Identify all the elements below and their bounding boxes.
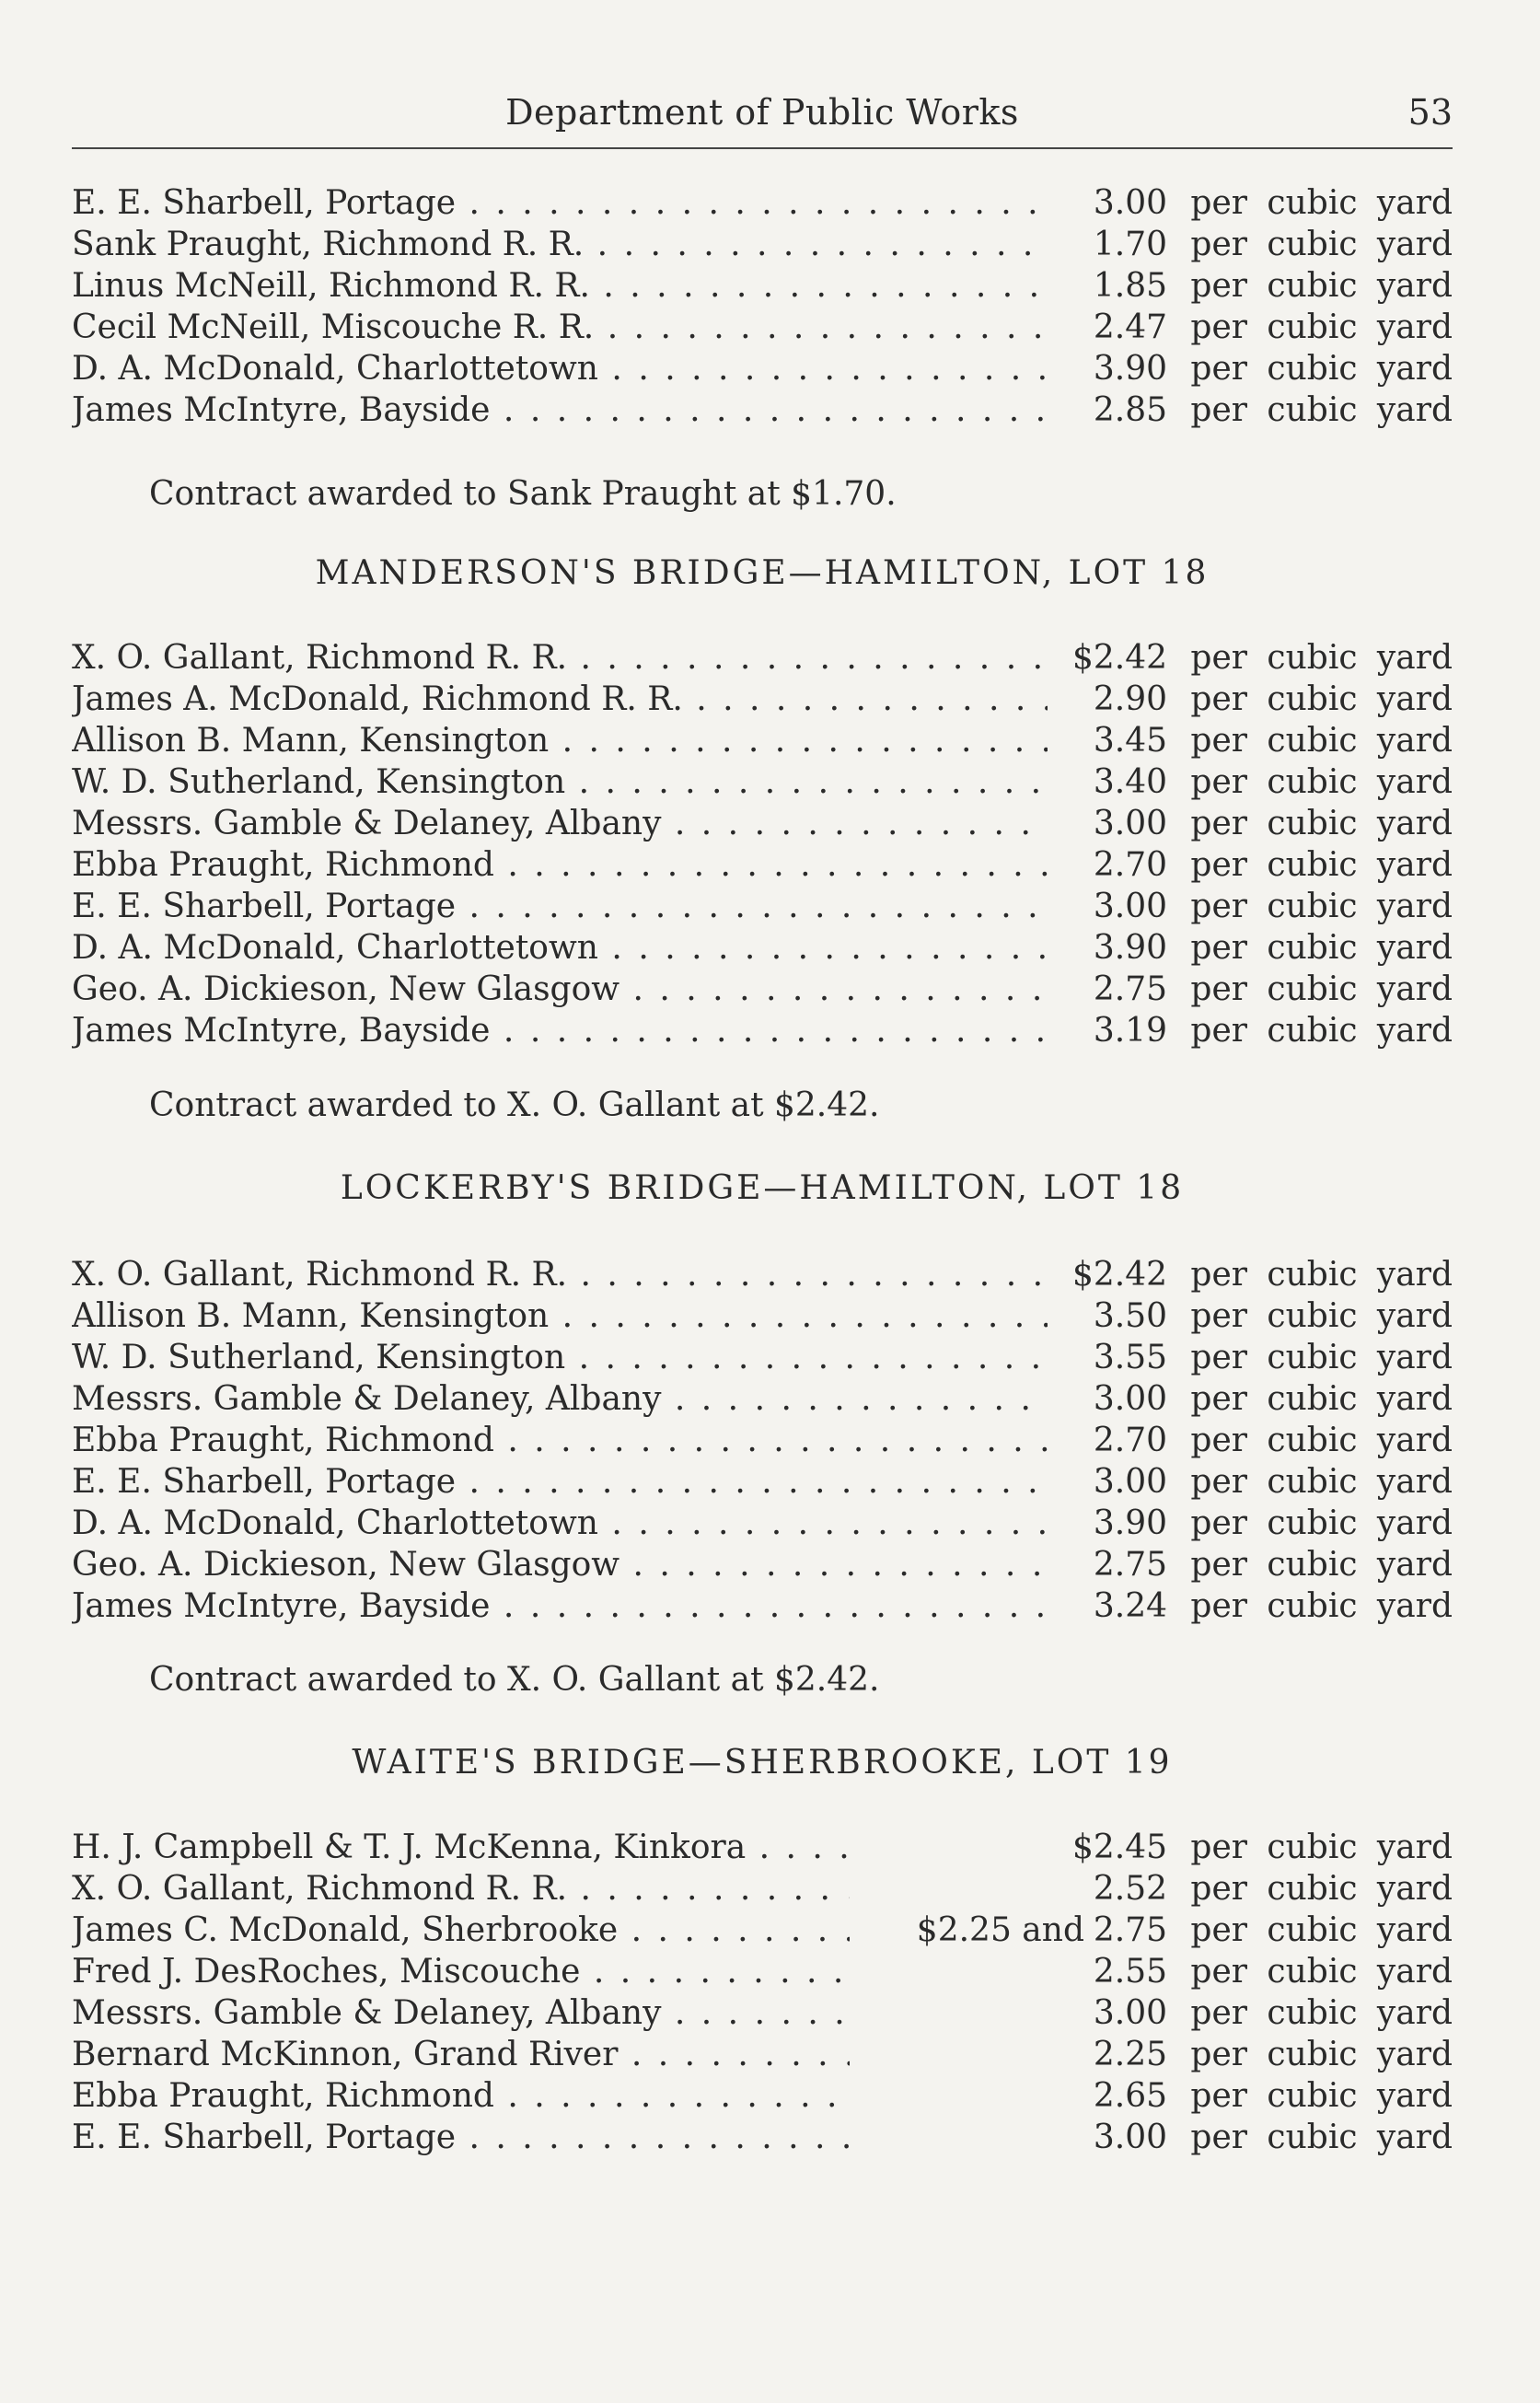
tender-price: 1.70	[1093, 226, 1167, 263]
tender-name: X. O. Gallant, Richmond R. R. . . .	[72, 1254, 1048, 1295]
tender-unit: per cubic yard	[1190, 722, 1453, 760]
tender-price: 3.00	[1093, 805, 1167, 842]
tender-row	[72, 679, 1453, 720]
tender-price: 3.50	[1093, 1297, 1167, 1335]
tender-unit: per cubic yard	[1190, 1339, 1453, 1376]
tender-row	[72, 844, 1453, 886]
tender-unit: per cubic yard	[1190, 805, 1453, 842]
tender-row	[72, 1503, 1453, 1544]
tender-price: $2.45	[1071, 1828, 1167, 1866]
tender-unit: per cubic yard	[1190, 763, 1453, 801]
tender-row	[72, 307, 1453, 348]
tender-unit: per cubic yard	[1190, 1911, 1453, 1949]
tender-unit: per cubic yard	[1190, 1422, 1453, 1459]
tender-price: 2.75	[1093, 1546, 1167, 1584]
tender-unit: per cubic yard	[1190, 1504, 1453, 1542]
tender-name: H. J. Campbell & T. J. McKenna, Kinkora . . .	[72, 1827, 850, 1868]
tender-row	[72, 761, 1453, 803]
tender-row	[72, 1585, 1453, 1627]
tender-name: Geo. A. Dickieson, New Glasgow . . .	[72, 1544, 1048, 1585]
section-title-mandersons-bridge: MANDERSON'S BRIDGE—HAMILTON, LOT 18	[315, 554, 1210, 592]
tender-row	[72, 1910, 1453, 1951]
tender-unit: per cubic yard	[1190, 1297, 1453, 1335]
tender-price: 2.52	[1093, 1870, 1167, 1908]
tender-name: X. O. Gallant, Richmond R. R. . . .	[72, 1868, 850, 1910]
tender-name: Ebba Praught, Richmond . . .	[72, 1420, 1048, 1461]
tender-price: 1.85	[1093, 267, 1167, 305]
tender-price: 3.00	[1093, 1994, 1167, 2032]
tender-name: Bernard McKinnon, Grand River . . .	[72, 2034, 850, 2075]
tender-unit: per cubic yard	[1190, 1828, 1453, 1866]
header-title: Department of Public Works	[505, 92, 1019, 133]
tender-row	[72, 969, 1453, 1010]
tender-unit: per cubic yard	[1190, 846, 1453, 884]
tender-name: E. E. Sharbell, Portage . . .	[72, 1461, 1048, 1503]
tender-row	[72, 224, 1453, 265]
tender-list-1	[72, 182, 1453, 431]
tender-name: D. A. McDonald, Charlottetown . . .	[72, 348, 1048, 389]
tender-unit: per cubic yard	[1190, 639, 1453, 677]
tender-name: Allison B. Mann, Kensington . . .	[72, 1295, 1048, 1337]
tender-row	[72, 2117, 1453, 2158]
tender-unit: per cubic yard	[1190, 184, 1453, 222]
section-title-lockerbys-bridge: LOCKERBY'S BRIDGE—HAMILTON, LOT 18	[340, 1169, 1185, 1207]
tender-row	[72, 720, 1453, 761]
tender-name: E. E. Sharbell, Portage . . .	[72, 886, 1048, 927]
tender-row	[72, 1461, 1453, 1503]
tender-name: James A. McDonald, Richmond R. R. . . .	[72, 679, 1048, 720]
tender-row	[72, 1544, 1453, 1585]
tender-name: Messrs. Gamble & Delaney, Albany . . .	[72, 803, 1048, 844]
tender-price: 3.90	[1093, 350, 1167, 388]
tender-row	[72, 1295, 1453, 1337]
tender-name: W. D. Sutherland, Kensington . . .	[72, 761, 1048, 803]
tender-name: James McIntyre, Bayside . . .	[72, 1585, 1048, 1627]
tender-list-lockerbys-bridge	[72, 1254, 1453, 1627]
tender-unit: per cubic yard	[1190, 226, 1453, 263]
tender-row	[72, 886, 1453, 927]
tender-row	[72, 1010, 1453, 1051]
tender-name: James McIntyre, Bayside . . .	[72, 1010, 1048, 1051]
tender-name: X. O. Gallant, Richmond R. R. . . .	[72, 637, 1048, 679]
header-rule	[72, 147, 1453, 149]
tender-price: $2.42	[1071, 1256, 1167, 1294]
tender-price: 2.90	[1093, 680, 1167, 718]
tender-price: 3.00	[1093, 888, 1167, 925]
tender-price: 2.65	[1093, 2077, 1167, 2115]
tender-unit: per cubic yard	[1190, 680, 1453, 718]
tender-unit: per cubic yard	[1190, 391, 1453, 429]
tender-price: 3.45	[1093, 722, 1167, 760]
tender-price: 3.00	[1093, 1380, 1167, 1418]
tender-unit: per cubic yard	[1190, 2036, 1453, 2073]
tender-price: 3.00	[1093, 2119, 1167, 2156]
tender-price: 2.47	[1093, 308, 1167, 346]
tender-list-waites-bridge	[72, 1827, 1453, 2158]
section-title-waites-bridge: WAITE'S BRIDGE—SHERBROOKE, LOT 19	[352, 1744, 1173, 1782]
tender-unit: per cubic yard	[1190, 1256, 1453, 1294]
tender-name: W. D. Sutherland, Kensington . . .	[72, 1337, 1048, 1378]
tender-price: 3.00	[1093, 184, 1167, 222]
tender-price: 2.75	[1093, 1911, 1167, 1949]
tender-row	[72, 265, 1453, 307]
tender-unit: per cubic yard	[1190, 1994, 1453, 2032]
tender-price: 2.55	[1093, 1953, 1167, 1991]
tender-price: 3.00	[1093, 1463, 1167, 1501]
tender-name: E. E. Sharbell, Portage . . .	[72, 2117, 850, 2158]
tender-row	[72, 2075, 1453, 2117]
tender-price: 2.25	[1093, 2036, 1167, 2073]
tender-price: 2.70	[1093, 846, 1167, 884]
tender-name: Messrs. Gamble & Delaney, Albany . . .	[72, 1992, 850, 2034]
tender-price: 3.40	[1093, 763, 1167, 801]
tender-unit: per cubic yard	[1190, 1012, 1453, 1050]
tender-price: 2.85	[1093, 391, 1167, 429]
tender-unit: per cubic yard	[1190, 1870, 1453, 1908]
tender-unit: per cubic yard	[1190, 350, 1453, 388]
tender-name: E. E. Sharbell, Portage . . .	[72, 182, 1048, 224]
tender-name: James C. McDonald, Sherbrooke . . .	[72, 1910, 850, 1951]
tender-name: Allison B. Mann, Kensington . . .	[72, 720, 1048, 761]
tender-name: Ebba Praught, Richmond . . .	[72, 844, 1048, 886]
tender-row	[72, 1951, 1453, 1992]
tender-unit: per cubic yard	[1190, 1463, 1453, 1501]
contract-note-3: Contract awarded to X. O. Gallant at $2.42.	[149, 1661, 880, 1699]
tender-price: 3.90	[1093, 1504, 1167, 1542]
tender-name: D. A. McDonald, Charlottetown . . .	[72, 1503, 1048, 1544]
tender-name: Geo. A. Dickieson, New Glasgow . . .	[72, 969, 1048, 1010]
tender-price: 3.55	[1093, 1339, 1167, 1376]
tender-price: 3.24	[1093, 1587, 1167, 1625]
tender-row	[72, 927, 1453, 969]
tender-row	[72, 348, 1453, 389]
tender-row	[72, 1827, 1453, 1868]
tender-row	[72, 637, 1453, 679]
tender-row	[72, 182, 1453, 224]
tender-unit: per cubic yard	[1190, 2119, 1453, 2156]
tender-unit: per cubic yard	[1190, 2077, 1453, 2115]
tender-name: D. A. McDonald, Charlottetown . . .	[72, 927, 1048, 969]
tender-price: $2.42	[1071, 639, 1167, 677]
tender-list-mandersons-bridge	[72, 637, 1453, 1051]
page-header	[72, 92, 1453, 153]
tender-unit: per cubic yard	[1190, 970, 1453, 1008]
tender-name: Sank Praught, Richmond R. R. . . .	[72, 224, 1048, 265]
tender-row	[72, 1868, 1453, 1910]
tender-unit: per cubic yard	[1190, 267, 1453, 305]
contract-note-1: Contract awarded to Sank Praught at $1.70.	[149, 475, 897, 513]
tender-row	[72, 1420, 1453, 1461]
page-number: 53	[1407, 92, 1453, 133]
tender-unit: per cubic yard	[1190, 1380, 1453, 1418]
tender-unit: per cubic yard	[1190, 888, 1453, 925]
tender-row	[72, 803, 1453, 844]
tender-name: Ebba Praught, Richmond . . .	[72, 2075, 850, 2117]
tender-name: James McIntyre, Bayside . . .	[72, 389, 1048, 431]
tender-row	[72, 2034, 1453, 2075]
tender-name: Fred J. DesRoches, Miscouche . . .	[72, 1951, 850, 1992]
tender-price: 2.70	[1093, 1422, 1167, 1459]
tender-price: 3.19	[1093, 1012, 1167, 1050]
tender-row	[72, 1337, 1453, 1378]
tender-price-prefix: $2.25 and	[916, 1911, 1084, 1949]
tender-row	[72, 1254, 1453, 1295]
tender-row	[72, 1378, 1453, 1420]
tender-price: 2.75	[1093, 970, 1167, 1008]
contract-note-2: Contract awarded to X. O. Gallant at $2.42.	[149, 1086, 880, 1124]
tender-row	[72, 1992, 1453, 2034]
tender-unit: per cubic yard	[1190, 1953, 1453, 1991]
tender-price: 3.90	[1093, 929, 1167, 967]
tender-unit: per cubic yard	[1190, 308, 1453, 346]
tender-unit: per cubic yard	[1190, 1587, 1453, 1625]
tender-unit: per cubic yard	[1190, 929, 1453, 967]
tender-name: Cecil McNeill, Miscouche R. R. . . .	[72, 307, 1048, 348]
tender-row	[72, 389, 1453, 431]
tender-name: Linus McNeill, Richmond R. R. . . .	[72, 265, 1048, 307]
tender-unit: per cubic yard	[1190, 1546, 1453, 1584]
tender-name: Messrs. Gamble & Delaney, Albany . . .	[72, 1378, 1048, 1420]
